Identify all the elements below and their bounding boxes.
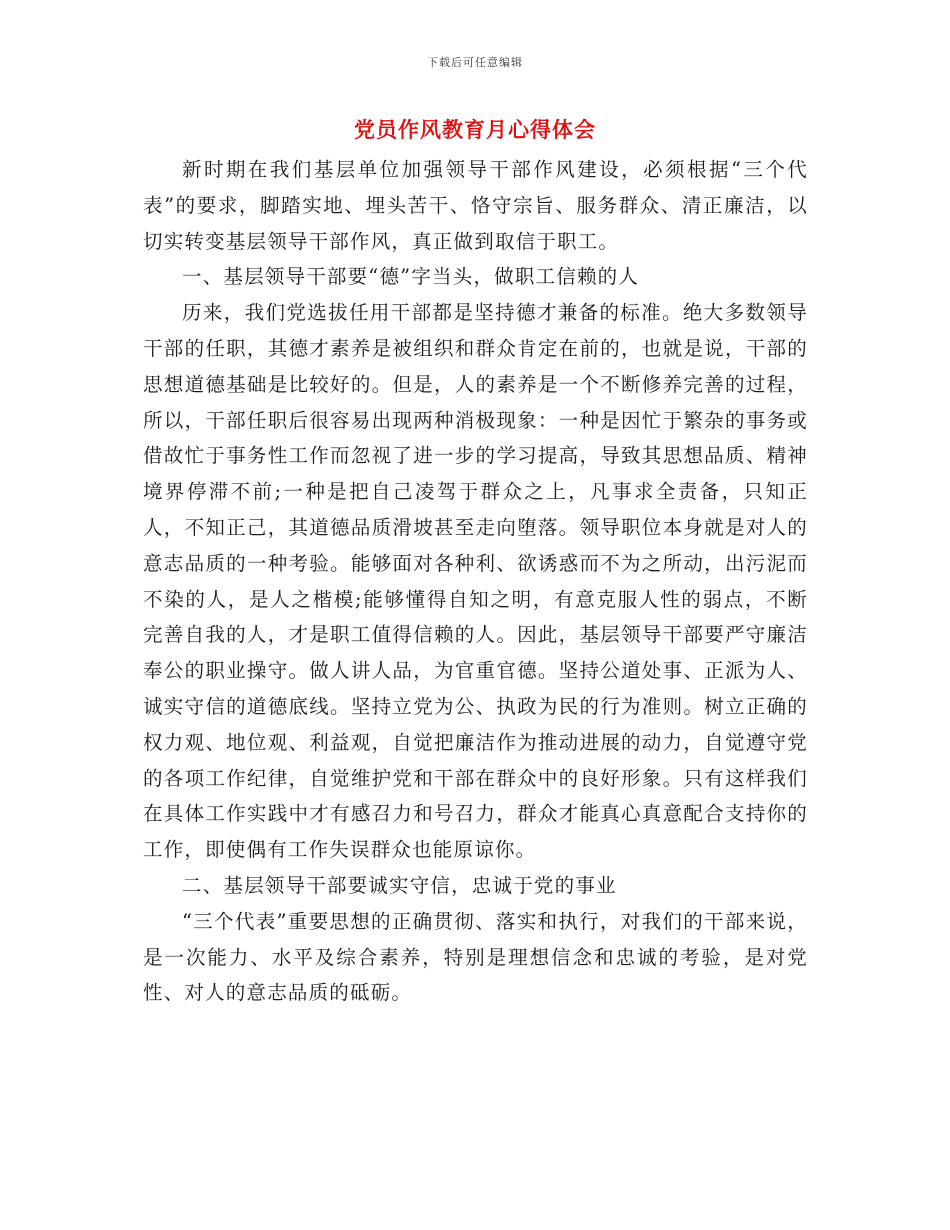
- document-body: [143, 152, 808, 1011]
- paragraph-section-2: “三个代表”重要思想的正确贯彻、落实和执行，对我们的干部来说，是一次能力、水平及综合素养，特别是理想信念和忠诚的考验，是对党性、对人的意志品质的砥砺。: [143, 909, 808, 1005]
- section-heading-1: 一、基层领导干部要“德”字当头，做职工信赖的人: [182, 265, 640, 289]
- page-header: 下载后可任意编辑: [427, 56, 523, 69]
- document-title: 党员作风教育月心得体会: [354, 117, 596, 142]
- paragraph-section-1: 历来，我们党选拔任用干部都是坚持德才兼备的标准。绝大多数领导干部的任职，其德才素养是被组织和群众肯定在前的，也就是说，干部的思想道德基础是比较好的。但是，人的素养是一个不断修养完善的过程，所以，干部任职后很容易出现两种消极现象：一种是因忙于繁杂的事务或借故忙于事务性工作而忽视了进一步的学习提高，导致其思想品质、精神境界停滞不前;一种是把自己凌驾于群众之上，凡事求全责备，只知正人，不知正己，其道德品质滑坡甚至走向堕落。领导职位本身就是对人的意志品质的一种考验。能够面对各种利、欲诱惑而不为之所动，出污泥而不染的人，是人之楷模;能够懂得自知之明，有意克服人性的弱点，不断完善自我的人，才是职工值得信赖的人。因此，基层领导干部要严守廉洁奉公的职业操守。做人讲人品，为官重官德。坚持公道处事、正派为人、诚实守信的道德底线。坚持立党为公、执政为民的行为准则。树立正确的权力观、地位观、利益观，自觉把廉洁作为推动进展的动力，自觉遵守党的各项工作纪律，自觉维护党和干部在群众中的良好形象。只有这样我们在具体工作实践中才有感召力和号召力，群众才能真心真意配合支持你的工作，即使偶有工作失误群众也能原谅你。: [143, 301, 808, 862]
- paragraph-intro: 新时期在我们基层单位加强领导干部作风建设，必须根据“三个代表”的要求，脚踏实地、埋头苦干、恪守宗旨、服务群众、清正廉洁，以切实转变基层领导干部作风，真正做到取信于职工。: [143, 158, 808, 253]
- section-heading-2: 二、基层领导干部要诚实守信，忠诚于党的事业: [182, 873, 617, 897]
